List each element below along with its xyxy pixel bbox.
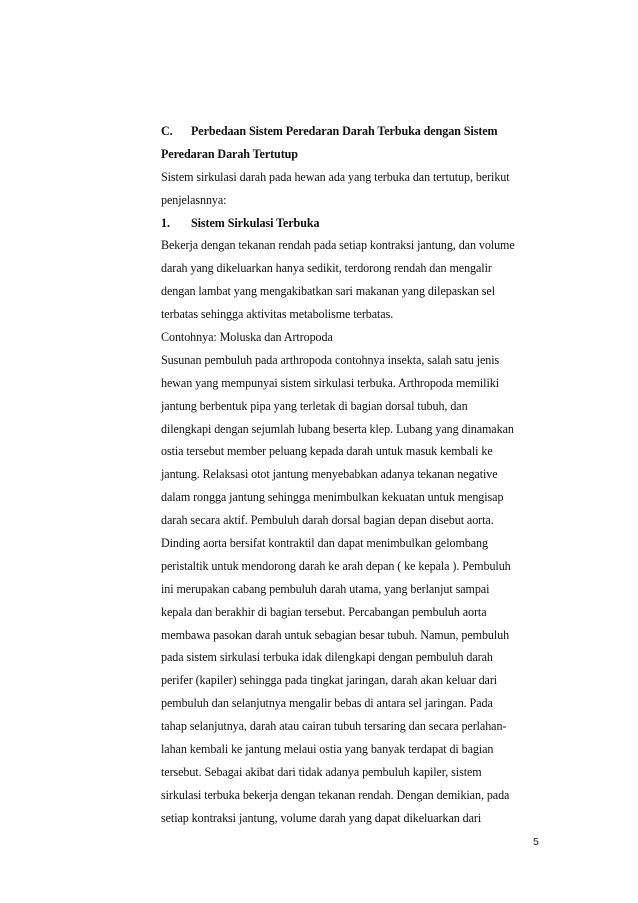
paragraph-2-line: sirkulasi terbuka bekerja dengan tekanan rendah. Dengan demikian, pada — [161, 787, 510, 802]
paragraph-2-line: kepala dan berakhir di bagian tersebut. Percabangan pembuluh aorta — [161, 604, 487, 619]
paragraph-2-line: perifer (kapiler) sehingga pada tingkat jaringan, darah akan keluar dari — [161, 673, 498, 688]
page-content — [161, 120, 533, 830]
subheading-title: Sistem Sirkulasi Terbuka — [191, 215, 320, 230]
example-line: Contohnya: Moluska dan Artropoda — [161, 330, 333, 345]
paragraph-2-line: tersebut. Sebagai akibat dari tidak adanya pembuluh kapiler, sistem — [161, 764, 482, 779]
subheading — [161, 212, 533, 235]
paragraph-2-line: membawa pasokan darah untuk sebagian besar tubuh. Namun, pembuluh — [161, 627, 510, 642]
paragraph-1-line: terbatas sehingga aktivitas metabolisme terbatas. — [161, 307, 394, 322]
paragraph-2-line: darah secara aktif. Pembuluh darah dorsal bagian depan disebut aorta. — [161, 513, 494, 528]
paragraph-2-line: jantung berbentuk pipa yang terletak di bagian dorsal tubuh, dan — [161, 398, 468, 413]
intro-line: Sistem sirkulasi darah pada hewan ada yang terbuka dan tertutup, berikut — [161, 169, 510, 184]
paragraph-2-line: dilengkapi dengan sejumlah lubang beserta klep. Lubang yang dinamakan — [161, 421, 514, 436]
paragraph-2-line: peristaltik untuk mendorong darah ke arah depan ( ke kepala ). Pembuluh — [161, 558, 511, 573]
paragraph-2-line: jantung. Relaksasi otot jantung menyebabkan adanya tekanan negative — [161, 467, 498, 482]
paragraph-2-line: setiap kontraksi jantung, volume darah yang dapat dikeluarkan dari — [161, 810, 482, 825]
intro-line: penjelasnnya: — [161, 192, 227, 207]
paragraph-2-line: ostia tersebut member peluang kepada darah untuk masuk kembali ke — [161, 444, 493, 459]
paragraph-2-line: dalam rongga jantung sehingga menimbulkan kekuatan untuk mengisap — [161, 490, 504, 505]
paragraph-2-line: Susunan pembuluh pada arthropoda contohnya insekta, salah satu jenis — [161, 352, 500, 367]
paragraph-1-line: Bekerja dengan tekanan rendah pada setiap kontraksi jantung, dan volume — [161, 238, 515, 253]
paragraph-2-line: hewan yang mempunyai sistem sirkulasi terbuka. Arthropoda memiliki — [161, 375, 499, 390]
paragraph-1-line: darah yang dikeluarkan hanya sedikit, terdorong rendah dan mengalir — [161, 261, 492, 276]
paragraph-2-line: ini merupakan cabang pembuluh darah utama, yang berlanjut sampai — [161, 581, 490, 596]
paragraph-2-line: Dinding aorta bersifat kontraktil dan dapat menimbulkan gelombang — [161, 536, 488, 551]
section-title-part-1: Perbedaan Sistem Peredaran Darah Terbuka dengan Sistem — [191, 124, 498, 138]
page-number: 5 — [533, 836, 539, 848]
paragraph-2-line: pembuluh dan selanjutnya mengalir bebas di antara sel jaringan. Pada — [161, 696, 493, 711]
section-number: C. — [161, 124, 173, 138]
paragraph-1-line: dengan lambat yang mengakibatkan sari makanan yang dilepaskan sel — [161, 284, 495, 299]
paragraph-2-line: lahan kembali ke jantung melaui ostia yang banyak terdapat di bagian — [161, 742, 494, 757]
subheading-number: 1. — [161, 215, 170, 230]
section-heading-line-2: Peredaran Darah Tertutup — [161, 146, 298, 161]
paragraph-2-line: tahap selanjutnya, darah atau cairan tubuh tersaring dan secara perlahan- — [161, 719, 507, 734]
section-heading-line-1 — [161, 120, 533, 143]
paragraph-2-line: pada sistem sirkulasi terbuka idak dilengkapi dengan pembuluh darah — [161, 650, 493, 665]
